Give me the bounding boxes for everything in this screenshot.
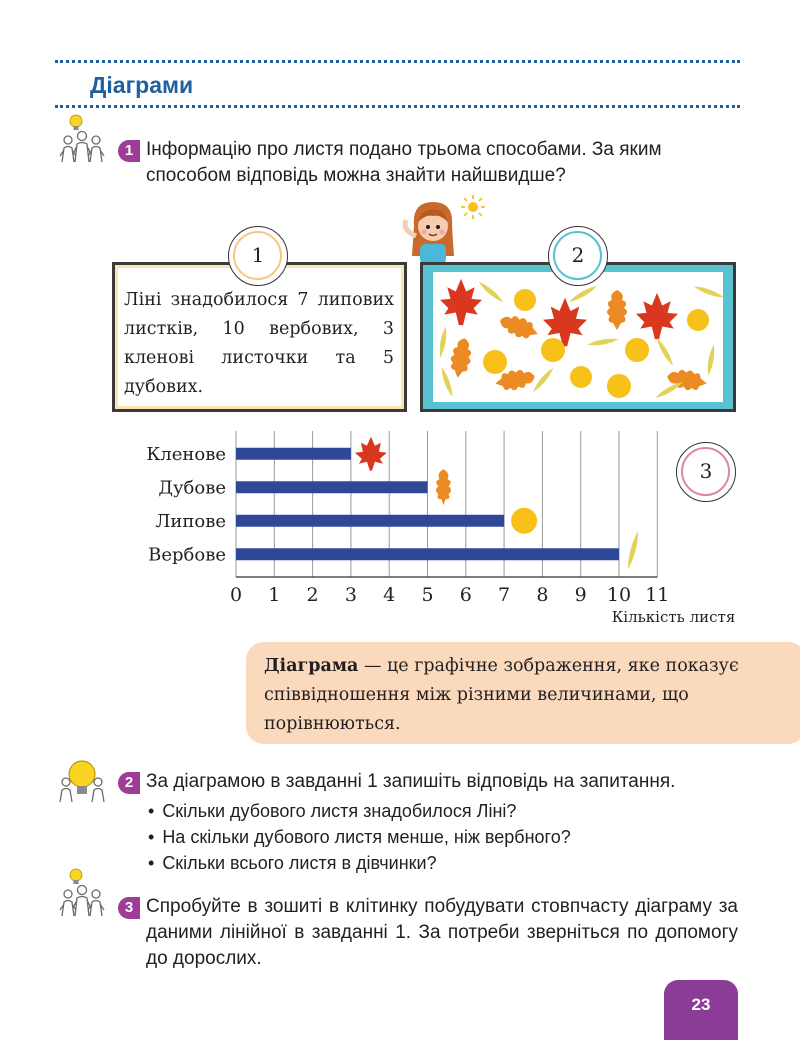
method-3-label: 3 [699, 459, 713, 483]
group-people-icon [58, 112, 106, 166]
definition-box [246, 642, 800, 744]
x-tick-label: 2 [306, 584, 319, 606]
willow-leaf-icon [625, 530, 640, 570]
lightbulb-icon [69, 761, 95, 794]
category-label: Вербове [148, 544, 226, 566]
definition-term: Діаграма [264, 656, 359, 676]
category-label: Дубове [158, 477, 226, 499]
task-2-number: 2 [118, 772, 140, 794]
header-dotted-line-bottom [55, 105, 740, 108]
x-tick-label: 5 [421, 584, 434, 606]
group-people-icon-2 [58, 866, 106, 920]
x-tick-label: 8 [536, 584, 549, 606]
girl-illustration [398, 196, 468, 264]
x-tick-label: 6 [459, 584, 472, 606]
lightbulb-icon [70, 115, 82, 130]
task-2-text: За діаграмою в завданні 1 запишіть відповідь на запитання. [146, 771, 676, 792]
category-label: Липове [155, 510, 226, 532]
x-axis-label: Кількість листя [611, 608, 736, 626]
x-tick-label: 3 [344, 584, 357, 606]
x-tick-label: 4 [383, 584, 396, 606]
maple-leaf-icon [355, 437, 387, 471]
method-3-ring [681, 447, 730, 496]
bar [236, 448, 351, 460]
lightbulb-people-icon [58, 752, 106, 806]
page-number: 23 [664, 980, 738, 1040]
x-tick-label: 7 [498, 584, 511, 606]
x-tick-label: 9 [574, 584, 587, 606]
x-tick-label: 1 [268, 584, 281, 606]
task-3-number: 3 [118, 897, 140, 919]
task-3-text: Спробуйте в зошиті в клітинку побудувати стовпчасту діаграму за даними лінійної в завданні 1. За потреби зверніться по допомогу до дорослих. [146, 896, 738, 969]
task-1-text: Інформацію про листя подано трьома способами. За яким способом відповідь можна знайти найшвидше? [146, 139, 662, 186]
bar [236, 515, 504, 527]
section-title: Діаграми [90, 72, 194, 98]
header-dotted-line-top [55, 60, 740, 63]
question-2: • На скільки дубового листя менше, ніж вербного? [148, 825, 571, 849]
x-tick-label: 10 [606, 584, 632, 606]
method-2-ring [553, 231, 602, 280]
definition-text: — це графічне зображення, яке показує співвідношення між різними величинами, що порівнюються. [264, 656, 739, 734]
leaves-picture [433, 272, 723, 402]
question-3: • Скільки всього листя в дівчинки? [148, 851, 437, 875]
x-tick-label: 11 [645, 584, 670, 606]
linden-leaf-icon [511, 508, 537, 534]
method-1-label: 1 [251, 243, 265, 267]
bar [236, 548, 619, 560]
question-1: • Скільки дубового листя знадобилося Ліні? [148, 799, 516, 823]
task-1-number: 1 [118, 140, 140, 162]
bar [236, 481, 428, 493]
method-2-label: 2 [571, 243, 585, 267]
oak-leaf-icon [436, 469, 451, 505]
method-1-badge [228, 226, 288, 286]
x-tick-label: 0 [229, 584, 243, 606]
text-method-content: Ліні знадобилося 7 липових листків, 10 вербових, 3 кленові листочки та 5 дубових. [124, 290, 394, 397]
lightbulb-icon [70, 869, 82, 884]
category-label: Кленове [146, 443, 226, 465]
method-3-badge [676, 442, 736, 502]
sun-icon [460, 194, 486, 220]
method-2-badge [548, 226, 608, 286]
method-1-ring [233, 231, 282, 280]
